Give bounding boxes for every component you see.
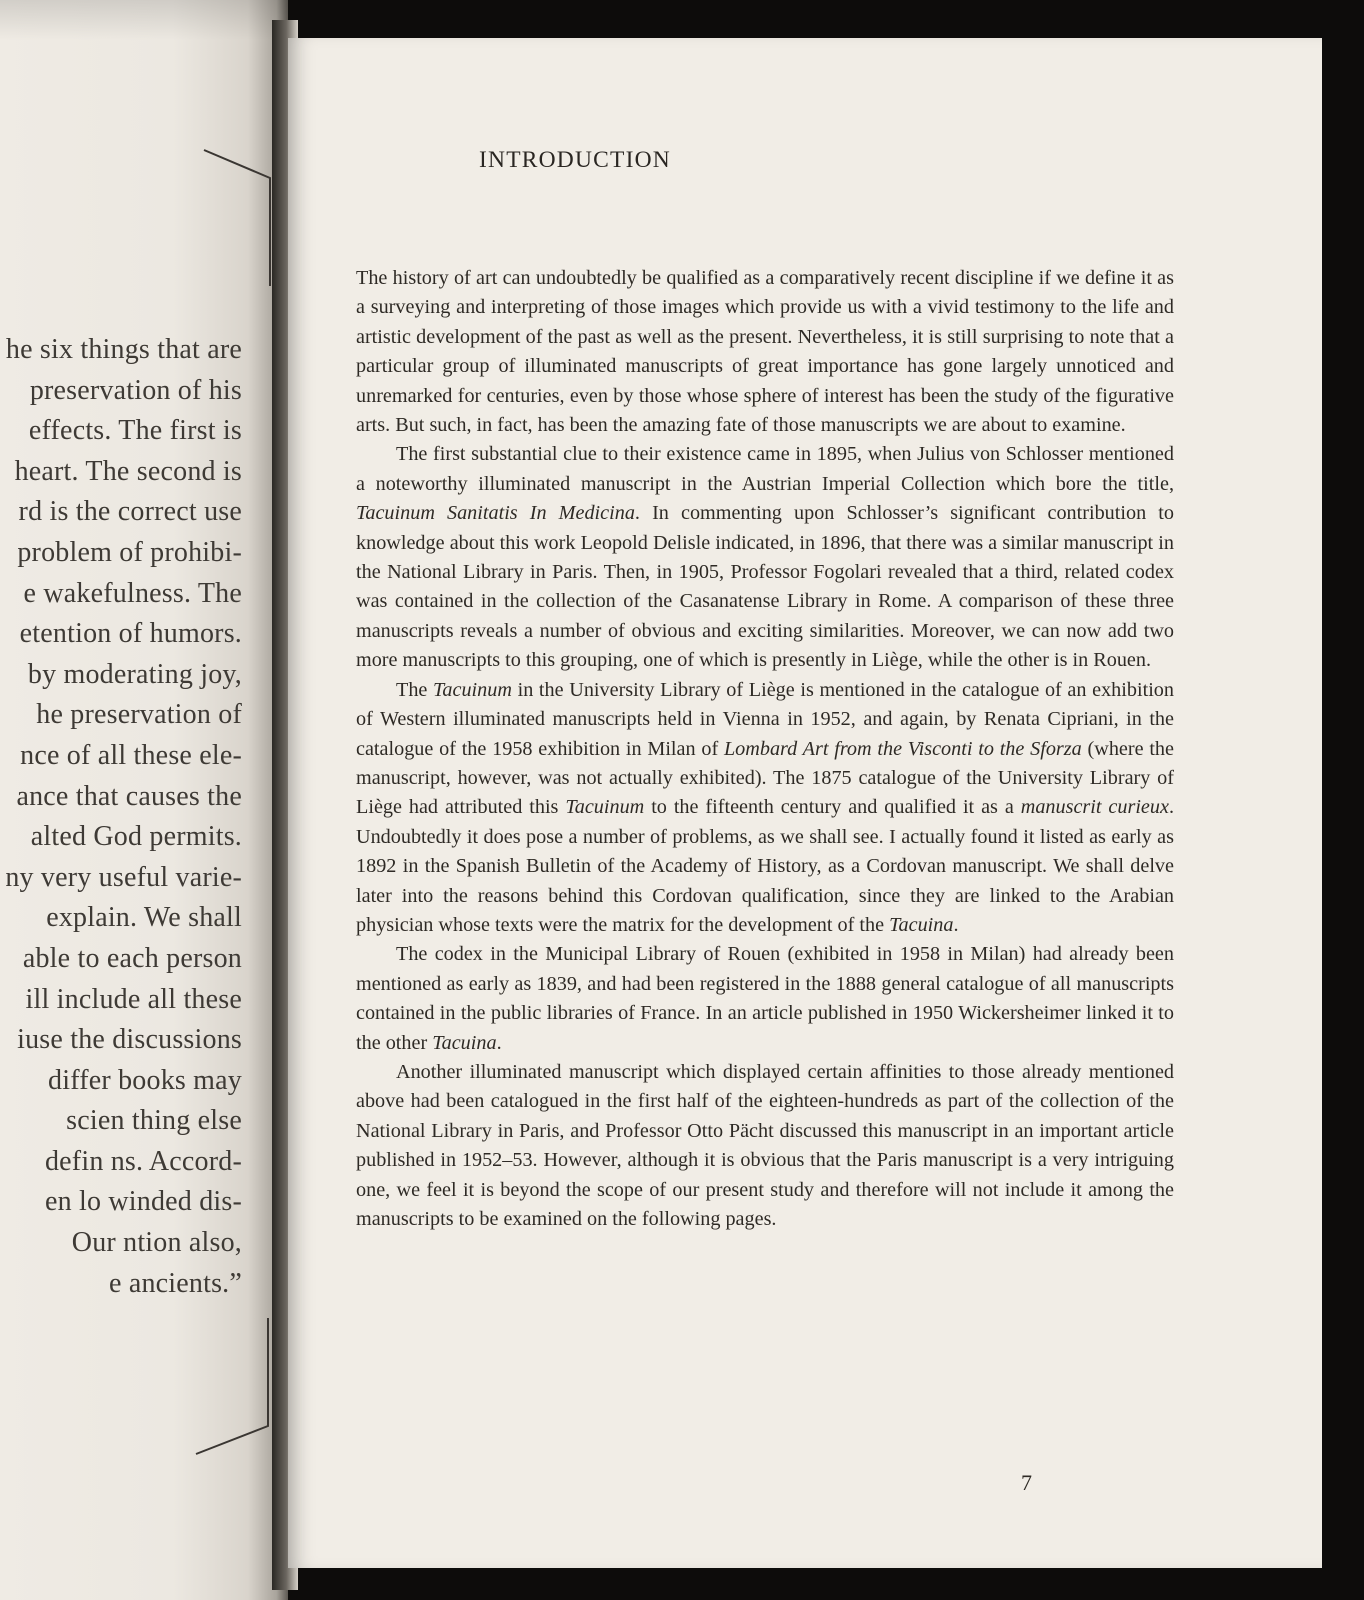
body-paragraph (356, 264, 1174, 440)
text-run: . (953, 913, 959, 936)
text-run: to the fifteenth century and qualified it as a (644, 796, 1021, 819)
italic-title: Lombard Art from the Visconti to the Sforza (723, 737, 1082, 760)
text-run: The codex in the Municipal Library of Rouen (exhibited in 1958 in Milan) had already been mentioned as early as 1839, and had been registered in the 1888 general catalogue of all manuscripts contained in the public libraries of France. In an article published in 1950 Wickersheimer linked it to the other (356, 943, 1174, 1054)
text-run: Another illuminated manuscript which displayed certain affinities to those already mentioned above had been catalogued in the first half of the eighteen-hundreds as part of the collection of the National Library in Paris, and Professor Otto Pächt discussed this manuscript in an important article published in 1952–53. However, although it is obvious that the Paris manuscript is a very intriguing one, we feel it is beyond the scope of our present study and therefore will not include it among the manuscripts to be examined on the following pages. (356, 1060, 1174, 1230)
left-page-line: rd is the correct use (18, 496, 242, 528)
left-page-line: e ancients.” (109, 1267, 242, 1299)
decorative-bracket-bottom (192, 1316, 282, 1456)
text-run: in the University Library of Liège is mentioned in the catalogue of an exhibition of Western illuminated manuscripts held in Vienna in 1952, and again, by Renata Cipriani, in the catalogue of the 1958 exhibition in Milan of (356, 678, 1174, 760)
italic-title: Tacuinum (433, 678, 512, 701)
left-page-line: ill include all these (25, 983, 242, 1015)
left-page-line: alted God permits. (30, 821, 242, 853)
left-page (0, 0, 288, 1600)
body-paragraph (356, 676, 1174, 941)
left-page-line: able to each person (22, 942, 242, 974)
italic-title: Tacuinum Sanitatis In Medicina (356, 502, 635, 525)
text-run: (where the manuscript, however, was not actually exhibited). The 1875 catalogue of the University Library of Liège had attributed this (356, 737, 1174, 819)
left-page-line: he six things that are (5, 334, 242, 365)
left-page-line: differ books may (48, 1064, 242, 1096)
left-page-line: e wakefulness. The (23, 577, 242, 609)
left-page-line: by moderating joy, (27, 658, 242, 690)
left-page-line: nce of all these ele- (20, 739, 242, 771)
italic-title: Tacuina (432, 1031, 497, 1054)
left-page-line: explain. We shall (46, 902, 242, 934)
left-page-shadow (0, 0, 288, 40)
left-page-text (0, 330, 242, 1304)
text-run: The (396, 678, 434, 701)
left-page-line: iuse the discussions (17, 1024, 242, 1056)
decorative-bracket-top (200, 148, 280, 298)
page-number: 7 (1021, 1470, 1032, 1495)
body-paragraph (356, 440, 1174, 675)
left-page-line: he preservation of (36, 699, 242, 731)
left-page-line: scien thing else (66, 1105, 242, 1137)
chapter-heading: INTRODUCTION (479, 147, 671, 173)
text-run: The first substantial clue to their existence came in 1895, when Julius von Schlosser mentioned a noteworthy illuminated manuscript in the Austrian Imperial Collection which bore the title, (356, 443, 1174, 495)
left-page-line: heart. The second is (14, 455, 242, 487)
left-page-line: en lo winded dis- (44, 1186, 242, 1218)
text-run: . Undoubtedly it does pose a number of problems, as we shall see. I actually found it listed as early as 1892 in the Spanish Bulletin of the Academy of History, as a Cordovan manuscript. We shall delve later into the reasons behind this Cordovan qualification, since they are linked to the Arabian physician whose texts were the matrix for the development of the (356, 796, 1174, 936)
introduction-body (356, 264, 1174, 1234)
left-page-line: ance that causes the (16, 780, 242, 812)
left-page-line: etention of humors. (19, 618, 242, 650)
left-page-line: effects. The first is (28, 415, 242, 447)
italic-title: Tacuina (889, 913, 954, 936)
left-page-line: ny very useful varie- (5, 861, 242, 893)
left-page-line: problem of prohibi- (17, 536, 242, 568)
italic-title: manuscrit curieux (1020, 796, 1169, 819)
body-paragraph (356, 940, 1174, 1058)
text-run: . (496, 1031, 502, 1054)
body-paragraph (356, 1058, 1174, 1234)
text-run: The history of art can undoubtedly be qualified as a comparatively recent discipline if we define it as a surveying and interpreting of those images which provide us with a vivid testimony to the life and artistic development of the past as well as the present. Nevertheless, it is still surprising to note that a particular group of illuminated manuscripts of great importance has gone largely unnoticed and unremarked for centuries, even by those whose sphere of interest has been the study of the figurative arts. But such, in fact, has been the amazing fate of those manuscripts we are about to examine. (356, 267, 1174, 437)
text-run: . In commenting upon Schlosser’s significant contribution to knowledge about this work Leopold Delisle indicated, in 1896, that there was a similar manuscript in the National Library in Paris. Then, in 1905, Professor Fogolari revealed that a third, related codex was contained in the collection of the Casanatense Library in Rome. A comparison of these three manuscripts reveals a number of obvious and exciting similarities. Moreover, we can now add two more manuscripts to this grouping, one of which is presently in Liège, while the other is in Rouen. (356, 502, 1174, 672)
left-page-line: preservation of his (29, 374, 242, 406)
right-page (288, 38, 1322, 1568)
italic-title: Tacuinum (565, 796, 645, 819)
left-page-line: Our ntion also, (71, 1227, 242, 1259)
left-page-line: defin ns. Accord- (44, 1145, 242, 1177)
